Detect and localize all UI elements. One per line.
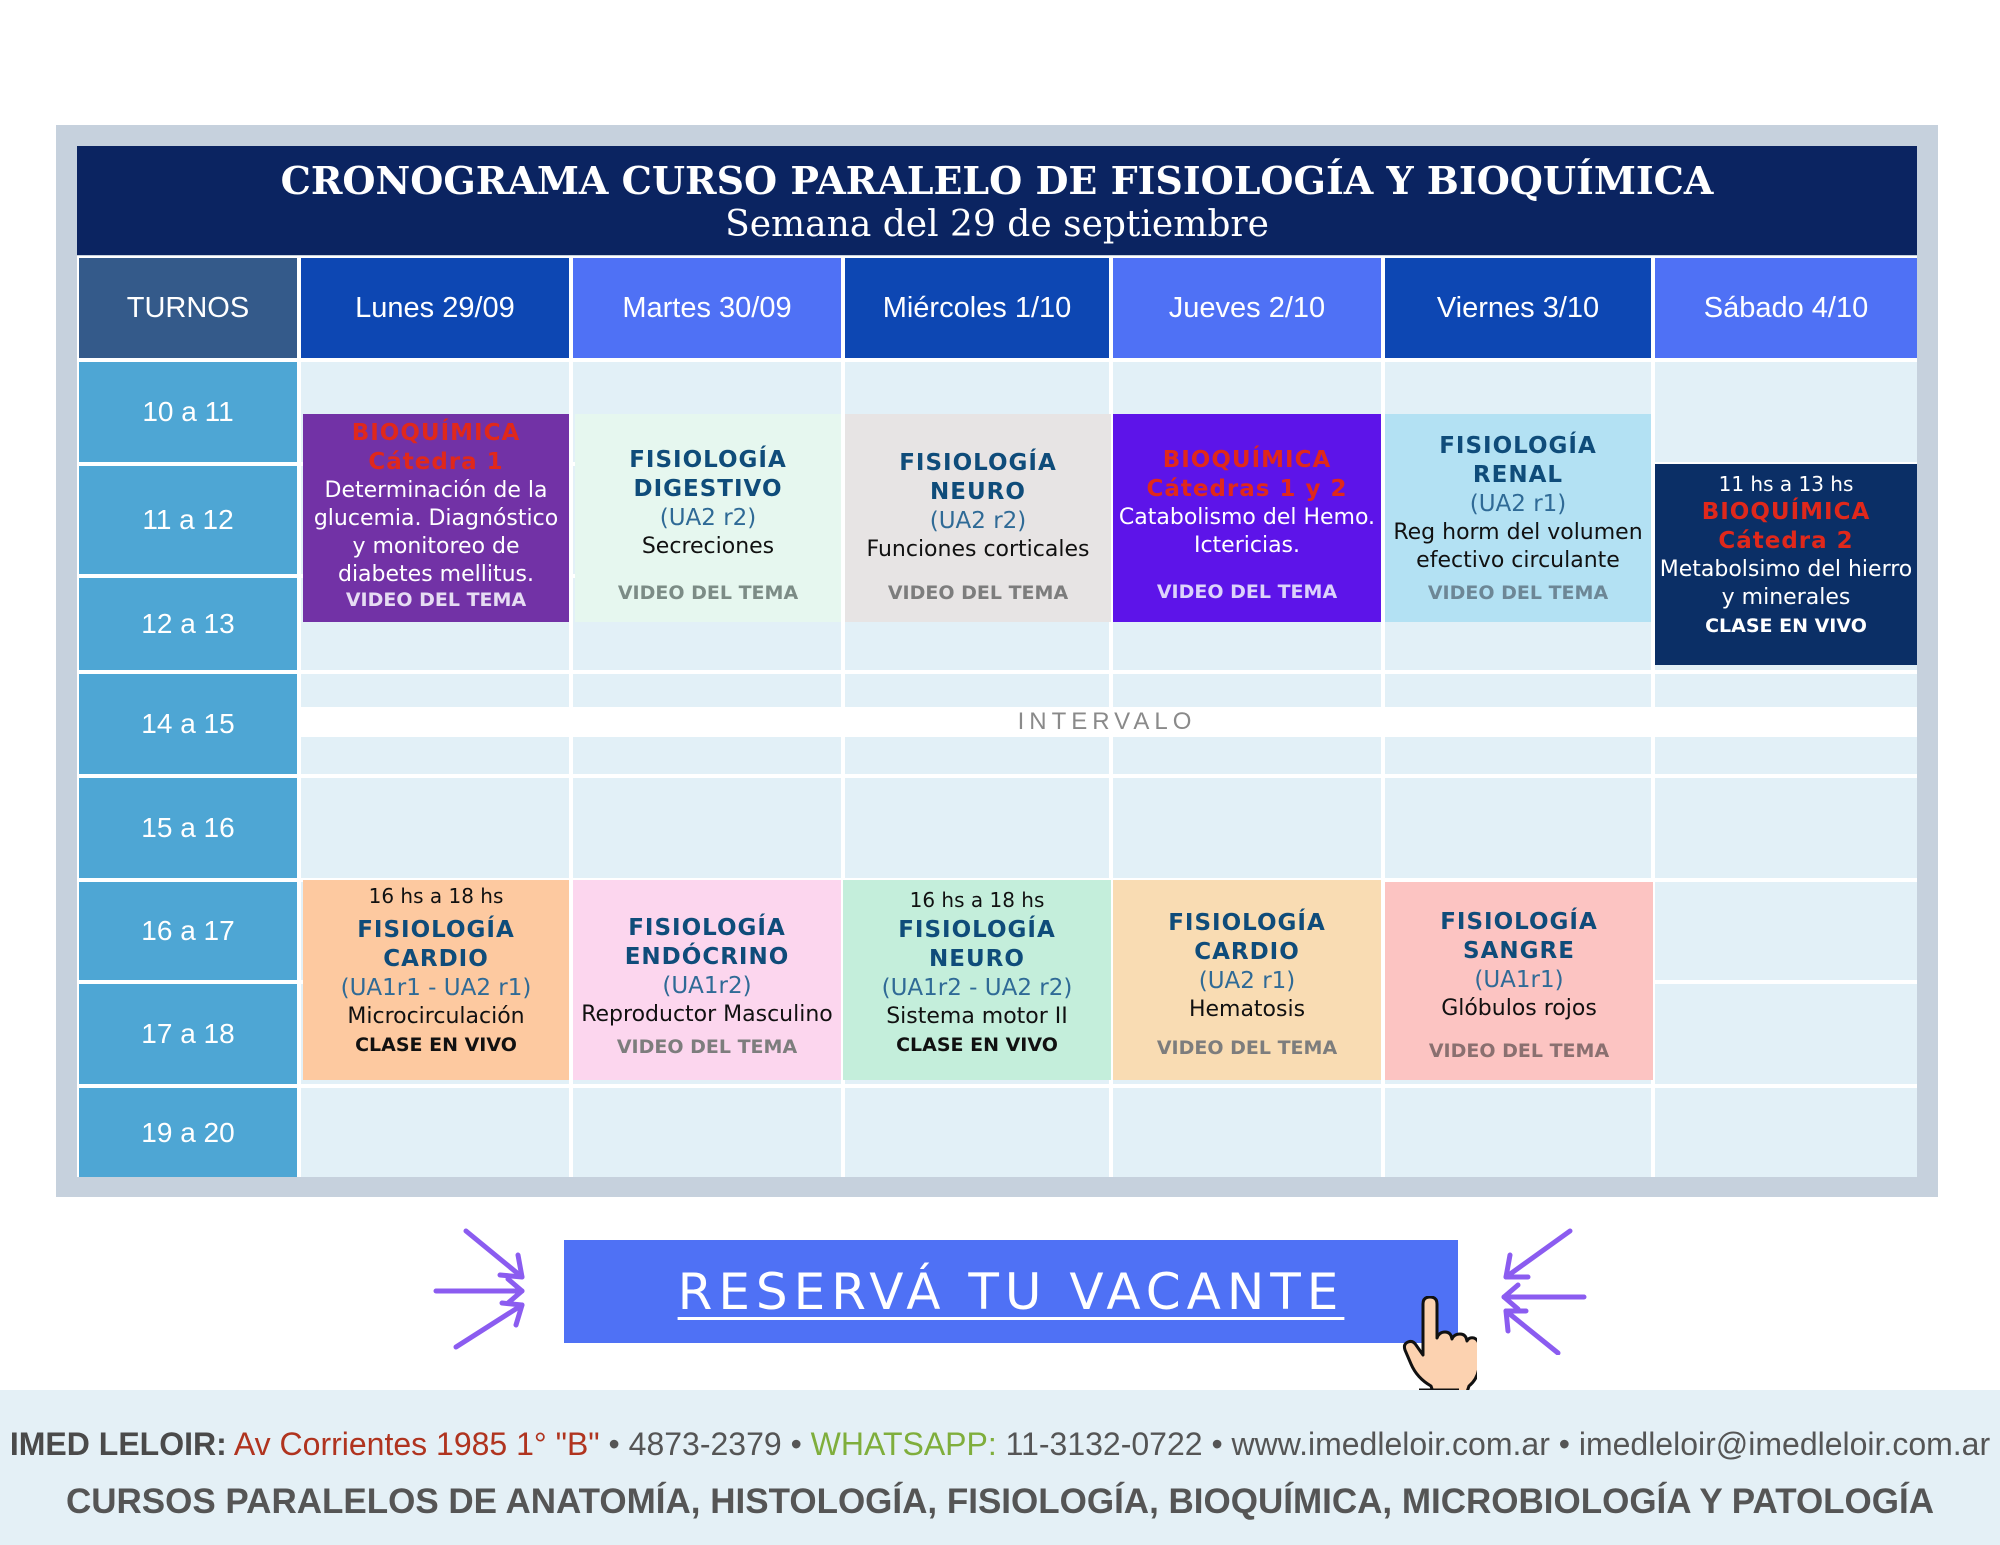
video-tag: VIDEO DEL TEMA (887, 582, 1069, 604)
topic-text: Hematosis (1188, 997, 1306, 1022)
schedule-cell (1385, 1088, 1651, 1177)
pointing-hand-icon (1393, 1296, 1477, 1392)
topic-text: Secreciones (641, 534, 775, 559)
intervalo-band: INTERVALO (297, 707, 1917, 737)
subject-label: Cátedra 1 (368, 449, 504, 475)
topic-text: Glóbulos rojos (1441, 996, 1597, 1021)
subject-label: NEURO (929, 946, 1025, 972)
subject-label: NEURO (930, 479, 1026, 505)
contact-details: 11-3132-0722 • www.imedleloir.com.ar • imedleloir@imedleloir.com.ar (1005, 1426, 1991, 1462)
class-block-martes-am (575, 414, 841, 622)
class-block-viernes-am (1385, 414, 1651, 622)
subject-label: FISIOLOGÍA (898, 917, 1056, 943)
subject-label: FISIOLOGÍA (357, 917, 515, 943)
time-slot: 17 a 18 (79, 984, 297, 1084)
topic-text: diabetes mellitus. (337, 562, 534, 587)
subject-label: SANGRE (1463, 938, 1575, 964)
schedule-cell (573, 778, 841, 878)
brand-name: IMED LELOIR: (9, 1426, 227, 1462)
arrow-icon (430, 1225, 540, 1355)
unit-code: (UA1r2) (662, 973, 752, 999)
schedule-cell (1655, 1088, 1917, 1177)
video-tag: VIDEO DEL TEMA (345, 589, 527, 611)
hours-label: 11 hs a 13 hs (1718, 472, 1854, 496)
unit-code: (UA1r1) (1474, 967, 1564, 993)
class-block-lunes-am (303, 414, 569, 622)
schedule-cell (1385, 778, 1651, 878)
subject-label: FISIOLOGÍA (899, 450, 1057, 476)
topic-text: Determinación de la (324, 478, 548, 503)
video-tag: VIDEO DEL TEMA (1156, 1037, 1338, 1059)
class-block-jueves-pm (1113, 880, 1381, 1080)
subject-label: RENAL (1472, 462, 1564, 488)
schedule-cell (1655, 362, 1917, 462)
time-slot: 15 a 16 (79, 778, 297, 878)
topic-text: Microcirculación (347, 1004, 525, 1029)
schedule-cell (1655, 778, 1917, 878)
subject-label: ENDÓCRINO (624, 944, 790, 970)
video-tag: VIDEO DEL TEMA (617, 582, 799, 604)
schedule-cell (301, 1088, 569, 1177)
arrow-icon (1488, 1225, 1598, 1355)
contact-line (0, 1426, 2000, 1463)
video-tag: VIDEO DEL TEMA (1428, 1040, 1610, 1062)
header-day-miercoles: Miércoles 1/10 (845, 258, 1109, 358)
header-day-martes: Martes 30/09 (573, 258, 841, 358)
class-block-martes-pm (573, 880, 841, 1080)
topic-text: Sistema motor II (886, 1004, 1068, 1029)
time-slot: 19 a 20 (79, 1088, 297, 1177)
video-tag: VIDEO DEL TEMA (1156, 581, 1338, 603)
topic-text: glucemia. Diagnóstico (313, 506, 559, 531)
unit-code: (UA1r2 - UA2 r2) (881, 975, 1073, 1001)
time-slot: 11 a 12 (79, 466, 297, 574)
subject-label: BIOQUÍMICA (1701, 499, 1871, 525)
video-tag: VIDEO DEL TEMA (616, 1036, 798, 1058)
class-block-jueves-am (1113, 414, 1381, 622)
schedule-cell (573, 1088, 841, 1177)
schedule-cell (845, 778, 1109, 878)
schedule-cell (1655, 984, 1917, 1084)
header-day-lunes: Lunes 29/09 (301, 258, 569, 358)
subject-label: Cátedra 2 (1718, 528, 1854, 554)
header-turnos: TURNOS (79, 258, 297, 358)
live-tag: CLASE EN VIVO (355, 1034, 517, 1056)
time-slot: 14 a 15 (79, 674, 297, 774)
time-slot: 10 a 11 (79, 362, 297, 462)
time-slot: 12 a 13 (79, 578, 297, 670)
schedule-title: CRONOGRAMA CURSO PARALELO DE FISIOLOGÍA Y BIOQUÍMICA (280, 158, 1714, 203)
subject-label: FISIOLOGÍA (629, 447, 787, 473)
topic-text: efectivo circulante (1416, 548, 1620, 573)
phone-text: • 4873-2379 • (608, 1426, 811, 1462)
topic-text: Ictericias. (1193, 533, 1301, 558)
unit-code: (UA2 r2) (929, 508, 1027, 534)
video-tag: VIDEO DEL TEMA (1427, 582, 1609, 604)
subject-label: CARDIO (383, 946, 489, 972)
hours-label: 16 hs a 18 hs (909, 888, 1045, 912)
subject-label: FISIOLOGÍA (1168, 910, 1326, 936)
topic-text: Catabolismo del Hemo. (1118, 505, 1376, 530)
subject-label: FISIOLOGÍA (628, 915, 786, 941)
schedule-subtitle: Semana del 29 de septiembre (725, 204, 1269, 245)
topic-text: Metabolsimo del hierro (1659, 557, 1913, 582)
subject-label: DIGESTIVO (633, 476, 783, 502)
subject-label: BIOQUÍMICA (1162, 447, 1332, 473)
unit-code: (UA2 r1) (1469, 491, 1567, 517)
unit-code: (UA2 r2) (659, 505, 757, 531)
footer (0, 1390, 2000, 1545)
topic-text: y minerales (1721, 585, 1851, 610)
time-slot: 16 a 17 (79, 882, 297, 980)
schedule-header (77, 146, 1917, 255)
schedule-cell (1113, 1088, 1381, 1177)
unit-code: (UA2 r1) (1198, 968, 1296, 994)
class-block-miercoles-pm (843, 880, 1111, 1080)
reserve-vacancy-button[interactable]: RESERVÁ TU VACANTE (564, 1240, 1458, 1343)
whatsapp-label: WHATSAPP: (810, 1426, 997, 1462)
topic-text: Reproductor Masculino (581, 1002, 833, 1027)
subject-label: Cátedras 1 y 2 (1146, 476, 1348, 502)
topic-text: y monitoreo de (352, 534, 520, 559)
subject-label: BIOQUÍMICA (351, 420, 521, 446)
class-block-viernes-pm (1385, 882, 1653, 1080)
class-block-miercoles-am (845, 414, 1111, 622)
unit-code: (UA1r1 - UA2 r1) (340, 975, 532, 1001)
hours-label: 16 hs a 18 hs (368, 884, 504, 908)
header-day-sabado: Sábado 4/10 (1655, 258, 1917, 358)
live-tag: CLASE EN VIVO (1705, 615, 1867, 637)
topic-text: Funciones corticales (866, 537, 1090, 562)
topic-text: Reg horm del volumen (1393, 520, 1643, 545)
header-day-viernes: Viernes 3/10 (1385, 258, 1651, 358)
schedule-cell (845, 1088, 1109, 1177)
subject-label: FISIOLOGÍA (1439, 433, 1597, 459)
address-text: Av Corrientes 1985 1° "B" (233, 1426, 600, 1462)
class-block-sabado-am (1655, 464, 1917, 665)
header-day-jueves: Jueves 2/10 (1113, 258, 1381, 358)
live-tag: CLASE EN VIVO (896, 1034, 1058, 1056)
schedule-cell (1655, 882, 1917, 980)
subject-label: FISIOLOGÍA (1440, 909, 1598, 935)
schedule-cell (1113, 778, 1381, 878)
subject-label: CARDIO (1194, 939, 1300, 965)
schedule-cell (301, 778, 569, 878)
class-block-lunes-pm (303, 880, 569, 1080)
courses-line: CURSOS PARALELOS DE ANATOMÍA, HISTOLOGÍA, FISIOLOGÍA, BIOQUÍMICA, MICROBIOLOGÍA Y PATOLOGÍA (65, 1482, 1935, 1521)
